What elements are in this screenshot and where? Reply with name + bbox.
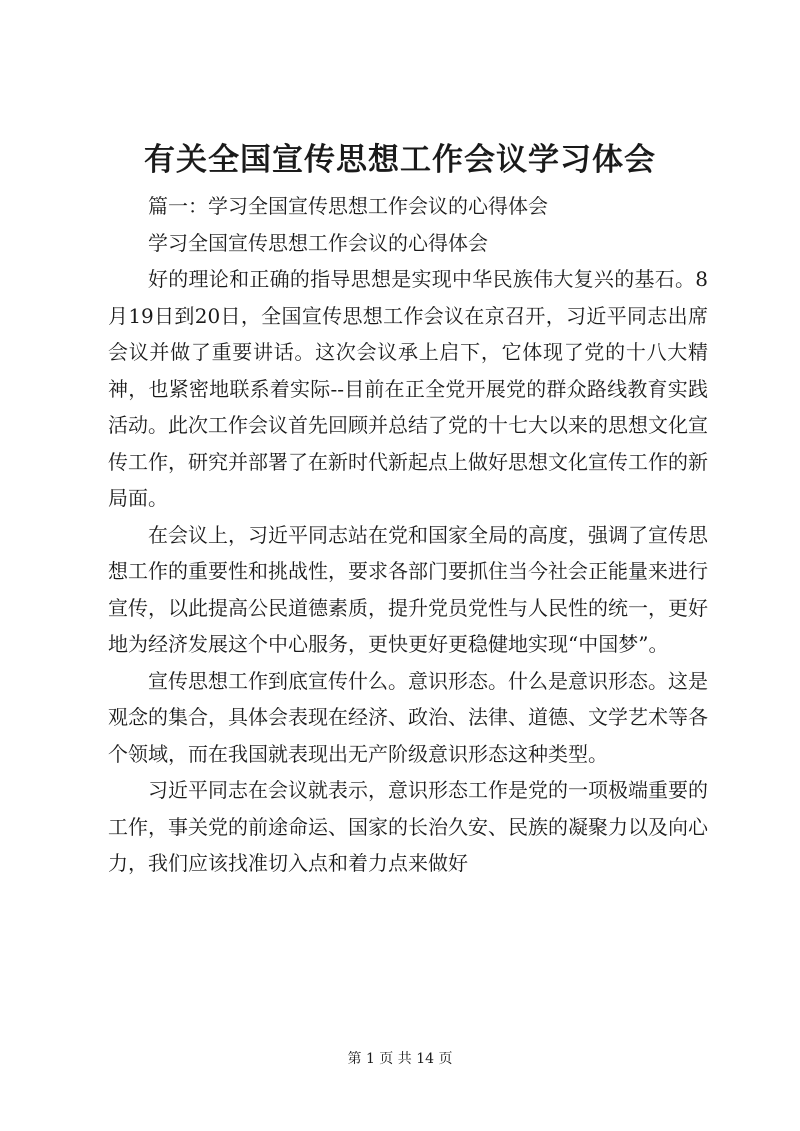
paragraph-4: 习近平同志在会议就表示，意识形态工作是党的一项极端重要的工作，事关党的前途命运、国家的长治久安、民族的凝聚力以及向心力，我们应该找准切入点和着力点来做好 [108, 778, 708, 875]
paragraph-2: 在会议上，习近平同志站在党和国家全局的高度，强调了宣传思想工作的重要性和挑战性，要求各部门要抓住当今社会正能量来进行宣传，以此提高公民道德素质，提升党员党性与人民性的统一，更好地为经济发展这个中心服务，更快更好更稳健地实现“中国梦”。 [108, 522, 708, 656]
paragraph-subtitle: 学习全国宣传思想工作会议的心得体会 [148, 230, 488, 255]
document-body [108, 188, 708, 882]
document-title: 有关全国宣传思想工作会议学习体会 [144, 142, 656, 178]
page-number-footer: 第 1 页 共 14 页 [347, 1051, 453, 1067]
paragraph-1: 好的理论和正确的指导思想是实现中华民族伟大复兴的基石。8月19日到20日，全国宣传思想工作会议在京召开，习近平同志出席会议并做了重要讲话。这次会议承上启下，它体现了党的十八大精神，也紧密地联系着实际--目前在正全党开展党的群众路线教育实践活动。此次工作会议首先回顾并总结了党的十七大以来的思想文化宣传工作，研究并部署了在新时代新起点上做好思想文化宣传工作的新局面。 [108, 267, 708, 510]
paragraph-3: 宣传思想工作到底宣传什么。意识形态。什么是意识形态。这是观念的集合，具体会表现在经济、政治、法律、道德、文学艺术等各个领域，而在我国就表现出无产阶级意识形态这种类型。 [108, 668, 708, 766]
paragraph-section-heading: 篇一：学习全国宣传思想工作会议的心得体会 [148, 194, 548, 218]
